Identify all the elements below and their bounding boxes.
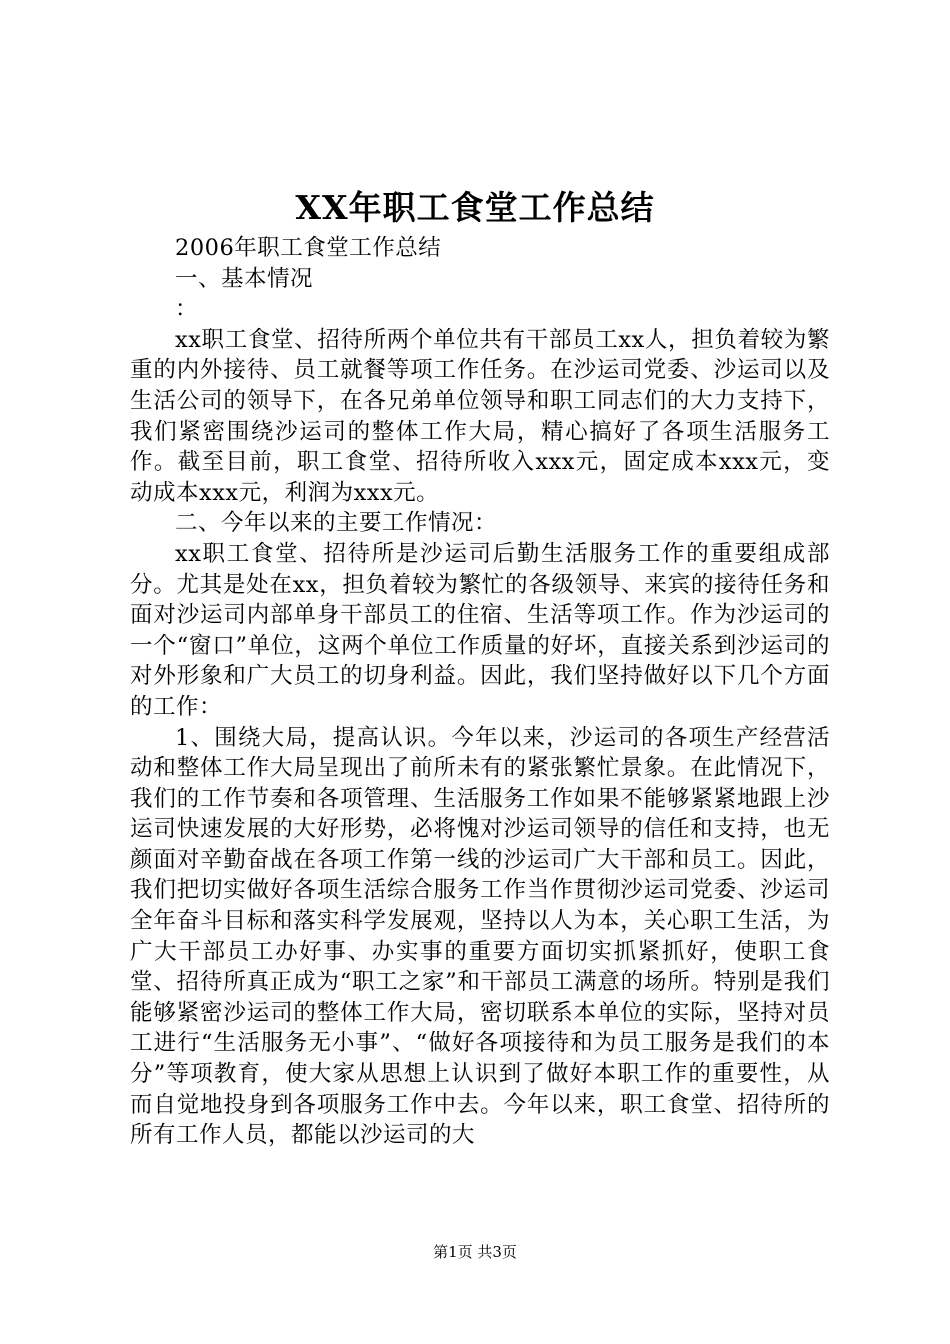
paragraph-point-1: 1、围绕大局，提高认识。今年以来，沙运司的各项生产经营活动和整体工作大局呈现出了前所未有的紧张繁忙景象。在此情况下，我们的工作节奏和各项管理、生活服务工作如果不能够紧紧地跟上沙运司快速发展的大好形势，必将愧对沙运司领导的信任和支持，也无颜面对辛勤奋战在各项工作第一线的沙运司广大干部和员工。因此，我们把切实做好各项生活综合服务工作当作贯彻沙运司党委、沙运司全年奋斗目标和落实科学发展观，坚持以人为本，关心职工生活，为广大干部员工办好事、办实事的重要方面切实抓紧抓好，使职工食堂、招待所真正成为“职工之家”和干部员工满意的场所。特别是我们能够紧密沙运司的整体工作大局，密切联系本单位的实际，坚持对员工进行“生活服务无小事”、“做好各项接待和为员工服务是我们的本分”等项教育，使大家从思想上认识到了做好本职工作的重要性，从而自觉地投身到各项服务工作中去。今年以来，职工食堂、招待所的所有工作人员，都能以沙运司的大 (130, 724, 830, 1149)
paragraph-heading-basic-situation: 一、基本情况 (175, 265, 314, 292)
paragraph-main-work-body: xx职工食堂、招待所是沙运司后勤生活服务工作的重要组成部分。尤其是处在xx，担负着较为繁忙的各级领导、来宾的接待任务和面对沙运司内部单身干部员工的住宿、生活等项工作。作为沙运司的一个“窗口”单位，这两个单位工作质量的好坏，直接关系到沙运司的对外形象和广大员工的切身利益。因此，我们坚持做好以下几个方面的工作： (130, 540, 830, 720)
document-title: XX年职工食堂工作总结 (295, 188, 655, 227)
page-number-footer: 第1页 共3页 (433, 1243, 517, 1261)
paragraph-colon: ： (175, 296, 199, 323)
paragraph-subtitle: 2006年职工食堂工作总结 (175, 235, 442, 261)
paragraph-heading-main-work: 二、今年以来的主要工作情况： (175, 510, 498, 537)
paragraph-basic-situation-body: xx职工食堂、招待所两个单位共有干部员工xx人，担负着较为繁重的内外接待、员工就餐等项工作任务。在沙运司党委、沙运司以及生活公司的领导下，在各兄弟单位领导和职工同志们的大力支持下，我们紧密围绕沙运司的整体工作大局，精心搞好了各项生活服务工作。截至目前，职工食堂、招待所收入xxx元，固定成本xxx元，变动成本xxx元，利润为xxx元。 (130, 326, 830, 506)
document-body (130, 233, 830, 1151)
